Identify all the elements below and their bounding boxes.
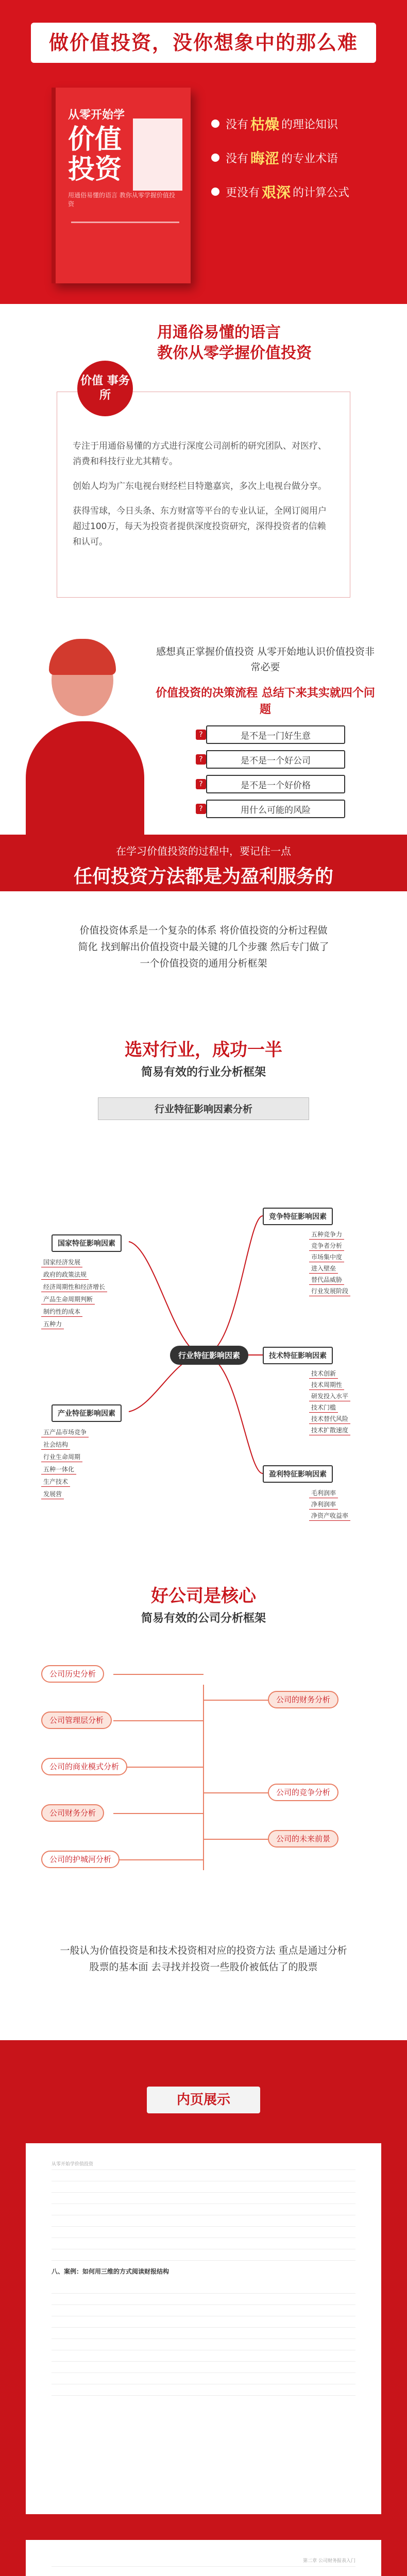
hero [0,0,407,304]
question-item: 是不是一个好价格 [206,775,345,793]
company-node: 公司的未来前景 [268,1830,338,1848]
text-line [52,2193,355,2204]
text-line [52,2238,355,2249]
industry-bar: 行业特征影响因素分析 [98,1097,309,1120]
questions-highlight: 价值投资的决策流程 总结下来其实就四个问题 [156,687,375,716]
question-mark-icon: ? [196,804,206,814]
company-framework [31,1654,376,1896]
mindmap-leaf: 净利润率 [309,1499,338,1510]
mindmap-leaf: 行业发展阶段 [309,1286,350,1296]
person-body [26,721,144,845]
slogan-line-2: 教你从零学握价值投资 [157,344,312,362]
feature-key: 枯燥 [250,116,280,133]
person-hair [49,639,116,675]
mindmap-branch: 竞争特征影响因素 [263,1208,333,1225]
mindmap-leaf: 替代品威胁 [309,1275,344,1285]
mindmap-leaf: 五种一体化 [41,1464,76,1475]
text-line [52,2362,355,2373]
question-mark-icon: ? [196,754,206,765]
mindmap-leaf: 净资产收益率 [309,1511,350,1521]
text-line [52,2282,355,2294]
text-line [52,2227,355,2238]
mindmap-leaf: 技术创新 [309,1368,338,1379]
mindmap-leaf: 产品生命周期判断 [41,1294,95,1304]
mindmap-leaf: 经济周期性和经济增长 [41,1282,107,1292]
company-node: 公司的竞争分析 [268,1784,338,1801]
bullet-dot-icon [211,188,219,196]
mindmap-branch: 国家特征影响因素 [52,1234,122,1252]
outro-text: 一般认为价值投资是和技术投资相对应的投资方法 重点是通过分析股票的基本面 去寻找并投资一些股价被低估了的股票 [60,1945,347,1973]
question-mark-icon: ? [196,730,206,740]
text-line [52,2181,355,2193]
feature-list [211,113,349,215]
thinking-person-illustration [21,623,155,840]
text-line [52,2215,355,2227]
mindmap-leaf: 研发投入水平 [309,1391,350,1401]
profit-banner [0,835,407,891]
mindmap-leaf: 技术替代风险 [309,1414,350,1424]
book-subtitle: 用通俗易懂的语言 教你从零学握价值投资 [68,192,175,208]
question-item: 是不是一个好公司 [206,750,345,769]
framework-intro: 价值投资体系是一个复杂的体系 将价值投资的分析过程做简化 找到解出价值投资中最关键的几个步骤 然后专门做了一个价值投资的通用分析框架 [78,925,329,969]
mindmap-leaf: 生产技术 [41,1477,70,1487]
mindmap-leaf: 五种力 [41,1319,64,1329]
mindmap-hub: 行业特征影响因素 [170,1346,248,1365]
text-line [52,2350,355,2362]
text-line [52,2170,355,2181]
feature-item [211,147,349,168]
mindmap-leaf: 技术扩散速度 [309,1425,350,1435]
mindmap-leaf: 技术门槛 [309,1402,338,1413]
book-illustration [133,118,182,191]
section-heading: 八、案例：如何用三维的方式阅读财报结构 [52,2268,169,2275]
text-line [52,2316,355,2328]
sample-page-2 [26,2540,381,2576]
company-node: 公司的护城河分析 [41,1851,120,1868]
bullet-dot-icon [211,120,219,128]
book-small-title: 从零开始学 [68,109,125,122]
feature-item [211,113,349,134]
mindmap-leaf: 政府的政策法规 [41,1269,89,1280]
author-paragraph: 获得雪球，今日头条、东方财富等平台的专业认证，全网订阅用户超过100万，每天为投资者提供深度投资研究，深得投资者的信赖和认可。 [73,506,327,547]
banner-line-2: 任何投资方法都是为盈利服务的 [73,866,333,887]
text-line [52,2384,355,2396]
slogan-line-1: 用通俗易懂的语言 [157,324,281,342]
mindmap-leaf: 社会结构 [41,1439,70,1450]
bullet-dot-icon [211,154,219,162]
question-item: 是不是一门好生意 [206,725,345,744]
feature-post: 的专业术语 [281,152,338,165]
text-line [52,2204,355,2215]
feature-pre: 没有 [226,118,249,131]
question-mark-icon: ? [196,779,206,789]
company-node: 公司的商业模式分析 [41,1758,127,1775]
text-line [52,2249,355,2261]
company-node: 公司管理层分析 [41,1711,112,1729]
feature-post: 的计算公式 [293,186,350,199]
feature-key: 晦涩 [250,150,280,167]
text-line [52,2339,355,2350]
company-section-subtitle: 简易有效的公司分析框架 [141,1612,266,1625]
text-line [52,2373,355,2384]
feature-post: 的理论知识 [281,118,338,131]
mindmap-leaf: 行业生命周期 [41,1452,82,1462]
author-paragraph: 专注于用通俗易懂的方式进行深度公司剖析的研究团队、对医疗、消费和科技行业尤其精专。 [73,441,327,467]
feature-item [211,181,349,202]
mindmap-leaf: 制约性的成本 [41,1307,82,1317]
book-cover [52,88,191,283]
question-item: 用什么可能的风险 [206,800,345,818]
industry-mindmap [21,1185,386,1546]
feature-pre: 没有 [226,152,249,165]
industry-section-subtitle: 简易有效的行业分析框架 [141,1066,266,1079]
page-header: 从零开始学价值投资 [52,2159,355,2170]
book-decoration [71,222,179,268]
mindmap-leaf: 竞争者分析 [309,1241,344,1251]
sample-page-1 [26,2143,381,2514]
mindmap-branch: 技术特征影响因素 [263,1347,333,1364]
author-intro [57,392,350,598]
book-big-title: 价值投资 [68,124,122,185]
mindmap-leaf: 五种竞争力 [309,1229,344,1240]
company-node: 公司的财务分析 [268,1691,338,1708]
mindmap-leaf: 毛利润率 [309,1488,338,1498]
feature-key: 艰深 [262,184,291,201]
mindmap-leaf: 技术周期性 [309,1380,344,1390]
inner-pages-title: 内页展示 [147,2087,260,2113]
questions-intro: 感想真正掌握价值投资 从零开始地认识价值投资非常必要 [156,646,375,673]
author-badge: 价值 事务所 [77,361,133,416]
text-line [52,2294,355,2305]
banner-line-1: 在学习价值投资的过程中，要记住一点 [116,845,291,857]
author-paragraph: 创始人均为广东电视台财经栏目特邀嘉宾，多次上电视台做分享。 [73,481,327,492]
text-line [52,2305,355,2316]
mindmap-leaf: 五产品市场竞争 [41,1427,89,1437]
industry-section-title: 选对行业，成功一半 [125,1040,282,1060]
hero-title: 做价值投资，没你想象中的那么难 [31,23,376,63]
mindmap-leaf: 进入壁垒 [309,1263,338,1274]
mindmap-leaf: 发展营 [41,1489,64,1499]
feature-pre: 更没有 [226,186,260,199]
mindmap-leaf: 市场集中度 [309,1252,344,1262]
company-node: 公司历史分析 [41,1665,104,1683]
company-section-title: 好公司是核心 [151,1586,256,1606]
mindmap-branch: 盈利特征影响因素 [263,1465,333,1483]
mindmap-leaf: 国家经济发展 [41,1257,82,1267]
mindmap-branch: 产业特征影响因素 [52,1404,122,1422]
text-line [52,2328,355,2339]
company-node: 公司财务分析 [41,1804,104,1822]
page-header: 第二章 公司财务报表入门 [52,2555,355,2567]
